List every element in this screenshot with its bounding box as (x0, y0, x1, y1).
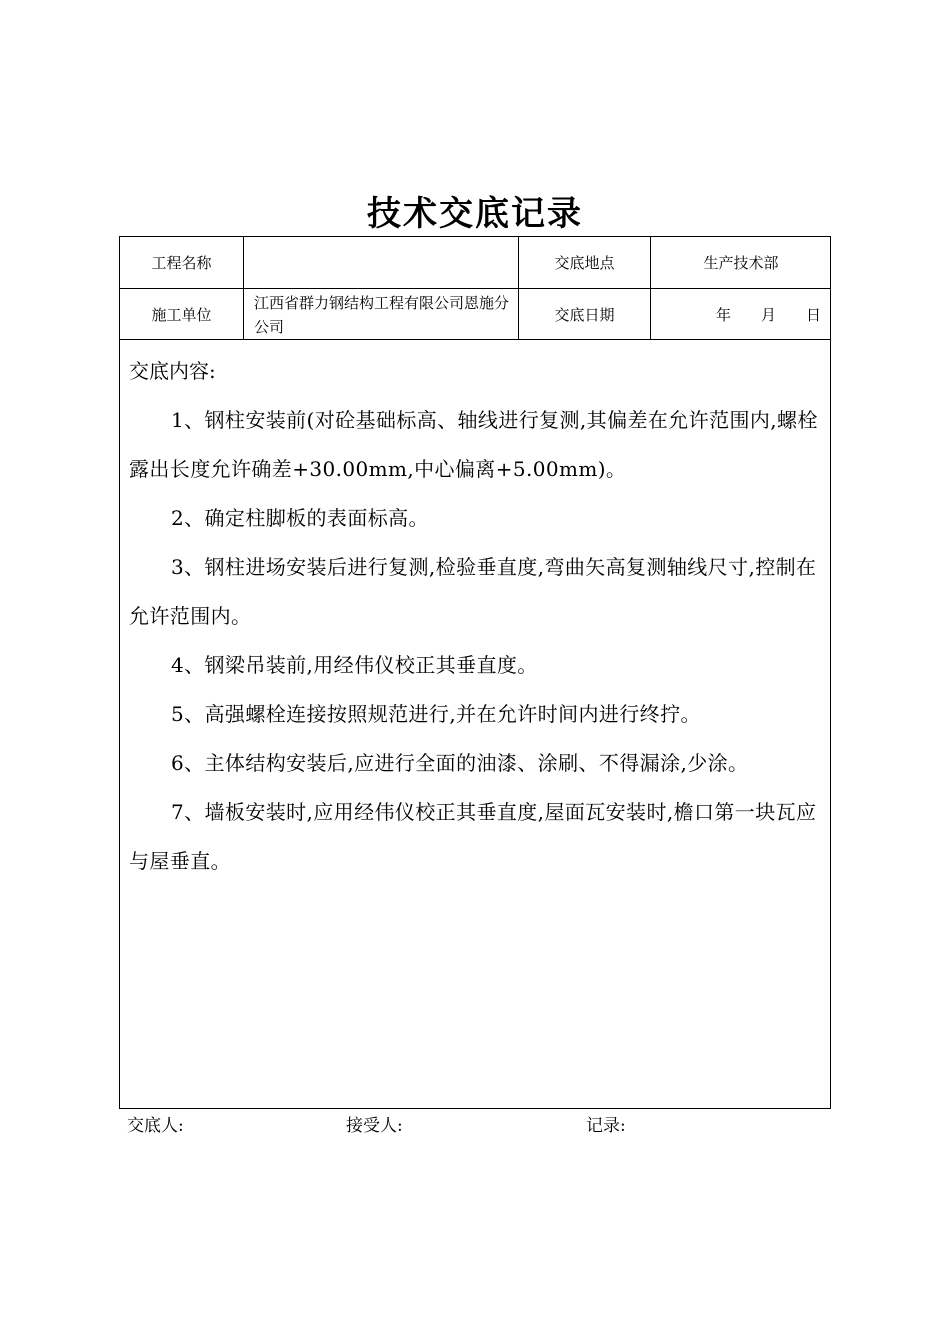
project-name-value (244, 237, 518, 289)
date-label: 交底日期 (554, 305, 615, 324)
content-section (120, 341, 830, 886)
handover-person-label: 交底人: (127, 1116, 184, 1136)
content-item: 3、钢柱进场安装后进行复测,检验垂直度,弯曲矢高复测轴线尺寸,控制在允许范围内。 (129, 555, 817, 628)
date-value: 年 月 日 (715, 305, 821, 324)
page-title: 技术交底记录 (367, 194, 583, 234)
project-name-label: 工程名称 (151, 254, 212, 272)
location-label: 交底地点 (554, 254, 615, 272)
content-item: 4、钢梁吊装前,用经伟仪校正其垂直度。 (171, 653, 538, 677)
unit-value: 江西省群力钢结构工程有限公司恩施分公司 (254, 293, 510, 336)
receiver-label: 接受人: (346, 1116, 403, 1136)
content-label: 交底内容: (129, 359, 216, 383)
unit-label: 施工单位 (151, 305, 212, 324)
content-item: 7、墙板安装时,应用经伟仪校正其垂直度,屋面瓦安装时,檐口第一块瓦应与屋垂直。 (129, 800, 817, 873)
content-item: 6、主体结构安装后,应进行全面的油漆、涂刷、不得漏涂,少涂。 (171, 751, 749, 775)
recorder-label: 记录: (586, 1116, 626, 1136)
content-item: 1、钢柱安装前(对砼基础标高、轴线进行复测,其偏差在允许范围内,螺栓露出长度允许确差+30.00mm,中心偏离+5.00mm)。 (129, 408, 818, 481)
unit-cell (244, 289, 518, 340)
handover-form (119, 236, 831, 1109)
location-value: 生产技术部 (703, 254, 779, 272)
content-item: 2、确定柱脚板的表面标高。 (171, 506, 429, 530)
content-item: 5、高强螺栓连接按照规范进行,并在允许时间内进行终拧。 (171, 702, 701, 726)
